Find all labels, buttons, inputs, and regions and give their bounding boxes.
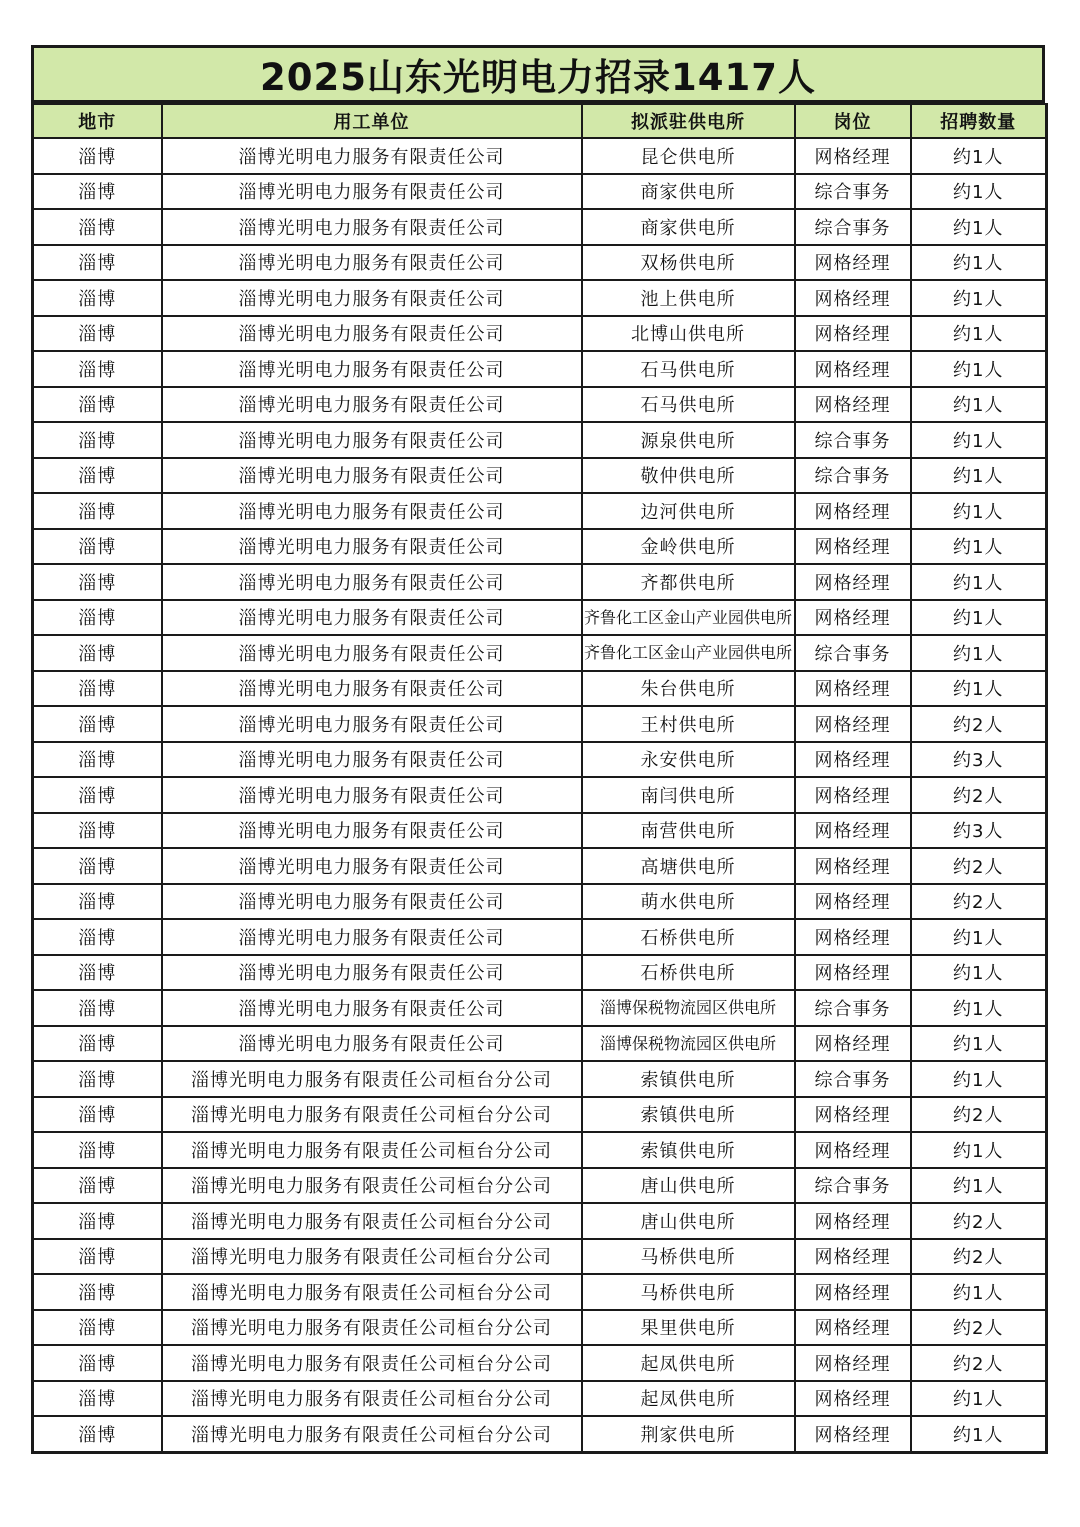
cell-city: 淄博 (33, 564, 162, 600)
cell-station: 石马供电所 (582, 387, 795, 423)
cell-employer: 淄博光明电力服务有限责任公司 (162, 245, 582, 281)
cell-employer: 淄博光明电力服务有限责任公司桓台分公司 (162, 1345, 582, 1381)
cell-city: 淄博 (33, 1097, 162, 1133)
cell-station: 石桥供电所 (582, 955, 795, 991)
cell-city: 淄博 (33, 493, 162, 529)
cell-station: 石马供电所 (582, 351, 795, 387)
cell-employer: 淄博光明电力服务有限责任公司桓台分公司 (162, 1239, 582, 1275)
cell-city: 淄博 (33, 1132, 162, 1168)
cell-station: 索镇供电所 (582, 1132, 795, 1168)
table-row (33, 742, 1047, 778)
cell-employer: 淄博光明电力服务有限责任公司 (162, 174, 582, 210)
cell-city: 淄博 (33, 529, 162, 565)
cell-employer: 淄博光明电力服务有限责任公司桓台分公司 (162, 1132, 582, 1168)
cell-city: 淄博 (33, 919, 162, 955)
table-row (33, 813, 1047, 849)
cell-city: 淄博 (33, 990, 162, 1026)
cell-station: 朱台供电所 (582, 671, 795, 707)
cell-position: 网格经理 (795, 813, 911, 849)
cell-city: 淄博 (33, 1345, 162, 1381)
cell-position: 综合事务 (795, 1168, 911, 1204)
cell-station: 齐都供电所 (582, 564, 795, 600)
cell-employer: 淄博光明电力服务有限责任公司 (162, 813, 582, 849)
cell-employer: 淄博光明电力服务有限责任公司桓台分公司 (162, 1416, 582, 1452)
cell-count: 约2人 (911, 1345, 1047, 1381)
cell-employer: 淄博光明电力服务有限责任公司 (162, 1026, 582, 1062)
cell-employer: 淄博光明电力服务有限责任公司 (162, 316, 582, 352)
header-city: 地市 (33, 104, 162, 138)
table-row (33, 1416, 1047, 1452)
cell-count: 约1人 (911, 1061, 1047, 1097)
cell-position: 综合事务 (795, 209, 911, 245)
cell-count: 约2人 (911, 1097, 1047, 1133)
cell-station: 石桥供电所 (582, 919, 795, 955)
cell-station: 淄博保税物流园区供电所 (582, 990, 795, 1026)
cell-station: 起凤供电所 (582, 1345, 795, 1381)
cell-count: 约2人 (911, 848, 1047, 884)
table-row (33, 919, 1047, 955)
cell-position: 网格经理 (795, 671, 911, 707)
table-row (33, 884, 1047, 920)
table-row (33, 422, 1047, 458)
cell-city: 淄博 (33, 316, 162, 352)
table-row (33, 387, 1047, 423)
cell-city: 淄博 (33, 138, 162, 174)
cell-count: 约1人 (911, 671, 1047, 707)
cell-count: 约3人 (911, 742, 1047, 778)
cell-station: 齐鲁化工区金山产业园供电所 (582, 600, 795, 636)
table-row (33, 174, 1047, 210)
cell-station: 索镇供电所 (582, 1061, 795, 1097)
cell-station: 唐山供电所 (582, 1168, 795, 1204)
table-row (33, 1381, 1047, 1417)
cell-station: 昆仑供电所 (582, 138, 795, 174)
cell-position: 综合事务 (795, 458, 911, 494)
table-body (33, 138, 1047, 1452)
cell-station: 南营供电所 (582, 813, 795, 849)
table-row (33, 1345, 1047, 1381)
cell-employer: 淄博光明电力服务有限责任公司 (162, 529, 582, 565)
cell-employer: 淄博光明电力服务有限责任公司 (162, 458, 582, 494)
table-row (33, 493, 1047, 529)
cell-employer: 淄博光明电力服务有限责任公司桓台分公司 (162, 1097, 582, 1133)
cell-employer: 淄博光明电力服务有限责任公司 (162, 706, 582, 742)
cell-employer: 淄博光明电力服务有限责任公司 (162, 990, 582, 1026)
cell-count: 约1人 (911, 919, 1047, 955)
table-row (33, 458, 1047, 494)
cell-employer: 淄博光明电力服务有限责任公司 (162, 493, 582, 529)
cell-count: 约2人 (911, 777, 1047, 813)
table-row (33, 529, 1047, 565)
cell-position: 网格经理 (795, 564, 911, 600)
cell-station: 边河供电所 (582, 493, 795, 529)
cell-city: 淄博 (33, 1203, 162, 1239)
cell-count: 约1人 (911, 635, 1047, 671)
cell-station: 齐鲁化工区金山产业园供电所 (582, 635, 795, 671)
cell-count: 约2人 (911, 706, 1047, 742)
page-title: 2025山东光明电力招录1417人 (31, 45, 1045, 103)
table-row (33, 351, 1047, 387)
cell-position: 网格经理 (795, 884, 911, 920)
table-row (33, 316, 1047, 352)
cell-station: 唐山供电所 (582, 1203, 795, 1239)
cell-employer: 淄博光明电力服务有限责任公司 (162, 387, 582, 423)
cell-position: 网格经理 (795, 919, 911, 955)
cell-count: 约1人 (911, 564, 1047, 600)
cell-city: 淄博 (33, 209, 162, 245)
cell-city: 淄博 (33, 1416, 162, 1452)
cell-count: 约1人 (911, 990, 1047, 1026)
cell-position: 综合事务 (795, 422, 911, 458)
cell-employer: 淄博光明电力服务有限责任公司 (162, 884, 582, 920)
cell-position: 网格经理 (795, 777, 911, 813)
table-row (33, 1168, 1047, 1204)
cell-count: 约1人 (911, 209, 1047, 245)
cell-city: 淄博 (33, 1310, 162, 1346)
cell-employer: 淄博光明电力服务有限责任公司 (162, 777, 582, 813)
cell-position: 网格经理 (795, 600, 911, 636)
cell-position: 网格经理 (795, 1026, 911, 1062)
cell-city: 淄博 (33, 671, 162, 707)
cell-city: 淄博 (33, 848, 162, 884)
cell-position: 网格经理 (795, 529, 911, 565)
cell-position: 网格经理 (795, 1416, 911, 1452)
cell-city: 淄博 (33, 813, 162, 849)
cell-count: 约1人 (911, 174, 1047, 210)
cell-count: 约2人 (911, 1239, 1047, 1275)
cell-position: 网格经理 (795, 955, 911, 991)
cell-city: 淄博 (33, 1061, 162, 1097)
cell-employer: 淄博光明电力服务有限责任公司 (162, 671, 582, 707)
cell-count: 约1人 (911, 955, 1047, 991)
cell-employer: 淄博光明电力服务有限责任公司桓台分公司 (162, 1381, 582, 1417)
header-employer: 用工单位 (162, 104, 582, 138)
cell-city: 淄博 (33, 600, 162, 636)
cell-city: 淄博 (33, 245, 162, 281)
cell-station: 永安供电所 (582, 742, 795, 778)
cell-position: 网格经理 (795, 1132, 911, 1168)
cell-station: 敬仲供电所 (582, 458, 795, 494)
cell-city: 淄博 (33, 351, 162, 387)
cell-employer: 淄博光明电力服务有限责任公司 (162, 138, 582, 174)
cell-employer: 淄博光明电力服务有限责任公司 (162, 955, 582, 991)
table-row (33, 1097, 1047, 1133)
cell-count: 约1人 (911, 600, 1047, 636)
cell-city: 淄博 (33, 706, 162, 742)
header-position: 岗位 (795, 104, 911, 138)
table-row (33, 1239, 1047, 1275)
cell-position: 网格经理 (795, 1097, 911, 1133)
cell-station: 商家供电所 (582, 174, 795, 210)
cell-count: 约1人 (911, 245, 1047, 281)
cell-position: 综合事务 (795, 1061, 911, 1097)
cell-employer: 淄博光明电力服务有限责任公司桓台分公司 (162, 1310, 582, 1346)
table-row (33, 1061, 1047, 1097)
table-row (33, 1026, 1047, 1062)
cell-count: 约1人 (911, 493, 1047, 529)
cell-position: 综合事务 (795, 174, 911, 210)
cell-count: 约2人 (911, 884, 1047, 920)
cell-city: 淄博 (33, 884, 162, 920)
cell-city: 淄博 (33, 742, 162, 778)
cell-count: 约1人 (911, 138, 1047, 174)
cell-position: 网格经理 (795, 493, 911, 529)
table-row (33, 1203, 1047, 1239)
cell-station: 马桥供电所 (582, 1239, 795, 1275)
cell-city: 淄博 (33, 1026, 162, 1062)
cell-position: 网格经理 (795, 1381, 911, 1417)
table-row (33, 245, 1047, 281)
cell-position: 网格经理 (795, 706, 911, 742)
cell-position: 网格经理 (795, 1239, 911, 1275)
table-row (33, 848, 1047, 884)
cell-position: 网格经理 (795, 316, 911, 352)
table-row (33, 777, 1047, 813)
cell-position: 网格经理 (795, 245, 911, 281)
cell-count: 约1人 (911, 316, 1047, 352)
cell-position: 网格经理 (795, 742, 911, 778)
cell-count: 约1人 (911, 529, 1047, 565)
cell-count: 约2人 (911, 1203, 1047, 1239)
cell-employer: 淄博光明电力服务有限责任公司 (162, 600, 582, 636)
cell-station: 起凤供电所 (582, 1381, 795, 1417)
cell-position: 网格经理 (795, 387, 911, 423)
cell-position: 网格经理 (795, 351, 911, 387)
cell-city: 淄博 (33, 174, 162, 210)
cell-employer: 淄博光明电力服务有限责任公司 (162, 919, 582, 955)
cell-count: 约1人 (911, 1274, 1047, 1310)
cell-position: 网格经理 (795, 280, 911, 316)
table-row (33, 1274, 1047, 1310)
cell-employer: 淄博光明电力服务有限责任公司 (162, 564, 582, 600)
cell-employer: 淄博光明电力服务有限责任公司 (162, 280, 582, 316)
cell-position: 网格经理 (795, 1274, 911, 1310)
table-row (33, 1310, 1047, 1346)
cell-position: 网格经理 (795, 848, 911, 884)
cell-station: 马桥供电所 (582, 1274, 795, 1310)
cell-city: 淄博 (33, 422, 162, 458)
table-row (33, 209, 1047, 245)
cell-count: 约1人 (911, 1168, 1047, 1204)
cell-station: 池上供电所 (582, 280, 795, 316)
table-row (33, 138, 1047, 174)
cell-count: 约1人 (911, 280, 1047, 316)
header-station: 拟派驻供电所 (582, 104, 795, 138)
cell-station: 索镇供电所 (582, 1097, 795, 1133)
table-row (33, 600, 1047, 636)
cell-station: 源泉供电所 (582, 422, 795, 458)
cell-city: 淄博 (33, 635, 162, 671)
cell-count: 约1人 (911, 1381, 1047, 1417)
table-row (33, 1132, 1047, 1168)
cell-city: 淄博 (33, 777, 162, 813)
cell-position: 网格经理 (795, 1203, 911, 1239)
cell-employer: 淄博光明电力服务有限责任公司 (162, 209, 582, 245)
cell-employer: 淄博光明电力服务有限责任公司桓台分公司 (162, 1203, 582, 1239)
cell-position: 综合事务 (795, 635, 911, 671)
cell-position: 网格经理 (795, 1310, 911, 1346)
table-row (33, 635, 1047, 671)
table-row (33, 955, 1047, 991)
header-count: 招聘数量 (911, 104, 1047, 138)
cell-count: 约1人 (911, 422, 1047, 458)
cell-station: 南闫供电所 (582, 777, 795, 813)
cell-station: 双杨供电所 (582, 245, 795, 281)
cell-employer: 淄博光明电力服务有限责任公司 (162, 422, 582, 458)
cell-employer: 淄博光明电力服务有限责任公司 (162, 742, 582, 778)
cell-city: 淄博 (33, 1381, 162, 1417)
cell-employer: 淄博光明电力服务有限责任公司 (162, 635, 582, 671)
table-row (33, 671, 1047, 707)
cell-city: 淄博 (33, 1274, 162, 1310)
recruitment-sheet (31, 45, 1045, 1454)
cell-count: 约1人 (911, 351, 1047, 387)
cell-count: 约1人 (911, 1416, 1047, 1452)
cell-station: 果里供电所 (582, 1310, 795, 1346)
cell-city: 淄博 (33, 1168, 162, 1204)
cell-position: 网格经理 (795, 1345, 911, 1381)
header-row (33, 104, 1047, 138)
cell-city: 淄博 (33, 458, 162, 494)
cell-station: 金岭供电所 (582, 529, 795, 565)
cell-position: 综合事务 (795, 990, 911, 1026)
recruitment-table (31, 103, 1048, 1454)
cell-station: 北博山供电所 (582, 316, 795, 352)
table-row (33, 706, 1047, 742)
cell-employer: 淄博光明电力服务有限责任公司 (162, 351, 582, 387)
cell-city: 淄博 (33, 955, 162, 991)
cell-employer: 淄博光明电力服务有限责任公司桓台分公司 (162, 1061, 582, 1097)
cell-count: 约1人 (911, 387, 1047, 423)
cell-count: 约2人 (911, 1310, 1047, 1346)
cell-station: 商家供电所 (582, 209, 795, 245)
cell-station: 萌水供电所 (582, 884, 795, 920)
table-row (33, 564, 1047, 600)
cell-station: 高塘供电所 (582, 848, 795, 884)
cell-station: 淄博保税物流园区供电所 (582, 1026, 795, 1062)
cell-count: 约1人 (911, 1026, 1047, 1062)
cell-city: 淄博 (33, 387, 162, 423)
cell-count: 约1人 (911, 1132, 1047, 1168)
cell-station: 荆家供电所 (582, 1416, 795, 1452)
cell-station: 王村供电所 (582, 706, 795, 742)
cell-employer: 淄博光明电力服务有限责任公司桓台分公司 (162, 1168, 582, 1204)
cell-employer: 淄博光明电力服务有限责任公司 (162, 848, 582, 884)
cell-employer: 淄博光明电力服务有限责任公司桓台分公司 (162, 1274, 582, 1310)
cell-city: 淄博 (33, 1239, 162, 1275)
cell-count: 约1人 (911, 458, 1047, 494)
table-row (33, 280, 1047, 316)
cell-city: 淄博 (33, 280, 162, 316)
table-row (33, 990, 1047, 1026)
cell-position: 网格经理 (795, 138, 911, 174)
cell-count: 约3人 (911, 813, 1047, 849)
